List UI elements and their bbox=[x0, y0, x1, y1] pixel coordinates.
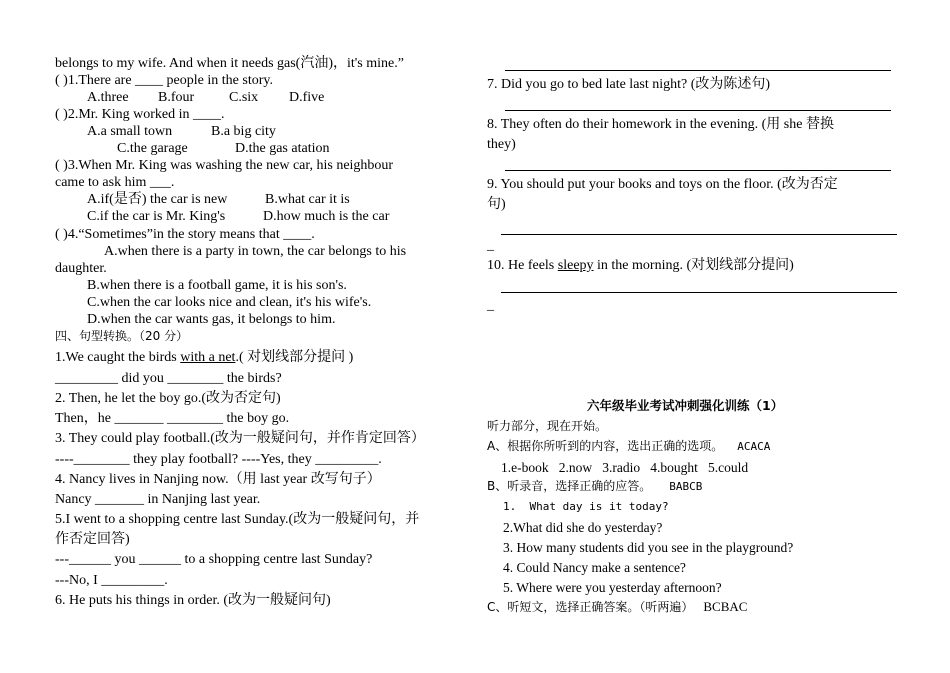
sentence-1 bbox=[55, 350, 353, 366]
question-1: ( )1.There are ____ people in the story. bbox=[55, 73, 273, 88]
sentence-5-answer-2: ---No, I _________. bbox=[55, 573, 168, 588]
sentence-1-pre: 1.We caught the birds bbox=[55, 350, 181, 365]
question-3 bbox=[55, 158, 461, 174]
section-b-item-3: 3. How many students did you see in the playground? bbox=[503, 540, 794, 555]
option-b: B.four bbox=[158, 90, 195, 105]
sentence-9: 9. You should put your books and toys on the floor. (改为否定 bbox=[487, 177, 838, 192]
option-b: B.a big city bbox=[211, 124, 276, 139]
sentence-9-cont: 句) bbox=[487, 197, 506, 212]
section-b-item-1: 1. What day is it today? bbox=[503, 500, 669, 513]
sentence-7: 7. Did you go to bed late last night? (改为陈述句) bbox=[487, 77, 771, 92]
option-d: D.the gas atation bbox=[235, 141, 330, 156]
sentence-10-post: in the morning. (对划线部分提问) bbox=[593, 258, 794, 273]
sentence-10-underlined: sleepy bbox=[557, 258, 594, 273]
sentence-2-answer: Then，he _______ ________ the boy go. bbox=[55, 411, 290, 426]
question-3-cont: came to ask him ___. bbox=[55, 175, 175, 190]
question-2-options-cd bbox=[117, 141, 329, 157]
answer-line bbox=[501, 234, 897, 235]
answer-line-tail: _ bbox=[487, 238, 494, 253]
question-2: ( )2.Mr. King worked in ____. bbox=[55, 107, 225, 122]
section-b-item-2: 2.What did she do yesterday? bbox=[503, 520, 663, 535]
option-a: A.three bbox=[87, 90, 129, 105]
option-c: C.six bbox=[229, 90, 259, 105]
sentence-4: 4. Nancy lives in Nanjing now.（用 last year 改写句子） bbox=[55, 472, 381, 487]
section-b-answers: BABCB bbox=[669, 480, 703, 493]
answer-line-tail: _ bbox=[487, 298, 494, 313]
section-b-text: B、听录音，选择正确的应答。 bbox=[487, 479, 652, 493]
section-a-text: A、根据你所听到的内容，选出正确的选项。 bbox=[487, 439, 724, 453]
sentence-5: 5.I went to a shopping centre last Sunday.(改为一般疑问句，并 bbox=[55, 512, 420, 527]
question-4-option-a: A.when there is a party in town, the car belongs to his bbox=[104, 244, 407, 259]
answer-line bbox=[501, 292, 897, 293]
question-3-options-cd bbox=[87, 209, 389, 225]
question-4-option-a-cont: daughter. bbox=[55, 261, 107, 276]
sentence-10-pre: 10. He feels bbox=[487, 258, 558, 273]
sentence-5-answer-1: ---______ you ______ to a shopping centre last Sunday? bbox=[55, 552, 373, 567]
exam-title: 六年级毕业考试冲刺强化训练（1） bbox=[587, 398, 784, 413]
sentence-1-answer: _________ did you ________ the birds? bbox=[55, 371, 282, 386]
option-d: D.five bbox=[289, 90, 325, 105]
section-a-answers: ACACA bbox=[737, 440, 771, 453]
section-c-heading bbox=[487, 600, 747, 615]
sentence-2: 2. Then, he let the boy go.(改为否定句) bbox=[55, 391, 281, 406]
sentence-3-answer: ----________ they play football? ----Yes, they _________. bbox=[55, 452, 382, 467]
sentence-8-cont: they) bbox=[487, 137, 516, 152]
section-a-heading bbox=[487, 440, 770, 454]
section-b-heading bbox=[487, 480, 702, 494]
option-d: D.how much is the car bbox=[263, 209, 390, 224]
sentence-5-cont: 作否定回答) bbox=[55, 532, 130, 547]
sentence-1-underlined: with a net bbox=[180, 350, 236, 365]
option-c: C.if the car is Mr. King's bbox=[87, 209, 226, 224]
answer-line bbox=[505, 170, 891, 171]
option-c: C.the garage bbox=[117, 141, 188, 156]
question-3-options-ab bbox=[87, 192, 350, 208]
story-tail-line: belongs to my wife. And when it needs gas(汽油)，it's mine.” bbox=[55, 56, 404, 71]
question-1-options bbox=[87, 90, 324, 106]
sentence-4-answer: Nancy _______ in Nanjing last year. bbox=[55, 492, 261, 507]
sentence-6: 6. He puts his things in order. (改为一般疑问句) bbox=[55, 593, 331, 608]
question-2-options-ab bbox=[87, 124, 276, 140]
section-c-text: C、听短文，选择正确答案。（听两遍） bbox=[487, 600, 694, 614]
section-a-items: 1.e-book 2.now 3.radio 4.bought 5.could bbox=[501, 460, 749, 475]
question-4-option-b: B.when there is a football game, it is his son's. bbox=[87, 278, 347, 293]
section-b-item-5: 5. Where were you yesterday afternoon? bbox=[503, 580, 722, 595]
question-4-option-d: D.when the car wants gas, it belongs to him. bbox=[87, 312, 336, 327]
sentence-10 bbox=[487, 258, 794, 274]
section-b-item-4: 4. Could Nancy make a sentence? bbox=[503, 560, 686, 575]
option-a: A.if(是否) the car is new bbox=[87, 192, 228, 207]
sentence-3: 3. They could play football.(改为一般疑问句，并作肯定回答） bbox=[55, 431, 425, 446]
listening-intro: 听力部分，现在开始。 bbox=[487, 419, 608, 433]
section-c-answers: BCBAC bbox=[703, 599, 748, 614]
option-b: B.what car it is bbox=[265, 192, 350, 207]
answer-line bbox=[505, 110, 891, 111]
question-4: ( )4.“Sometimes”in the story means that ____. bbox=[55, 227, 315, 242]
section-4-heading: 四、句型转换。（20 分） bbox=[55, 329, 189, 343]
answer-line bbox=[505, 70, 891, 71]
question-4-option-c: C.when the car looks nice and clean, it's his wife's. bbox=[87, 295, 372, 310]
question-3-text: ( )3.When Mr. King was washing the new car, his neighbour bbox=[55, 158, 394, 173]
sentence-8: 8. They often do their homework in the evening. (用 she 替换 bbox=[487, 117, 834, 132]
option-a: A.a small town bbox=[87, 124, 173, 139]
sentence-1-post: .( 对划线部分提问 ) bbox=[235, 350, 354, 365]
